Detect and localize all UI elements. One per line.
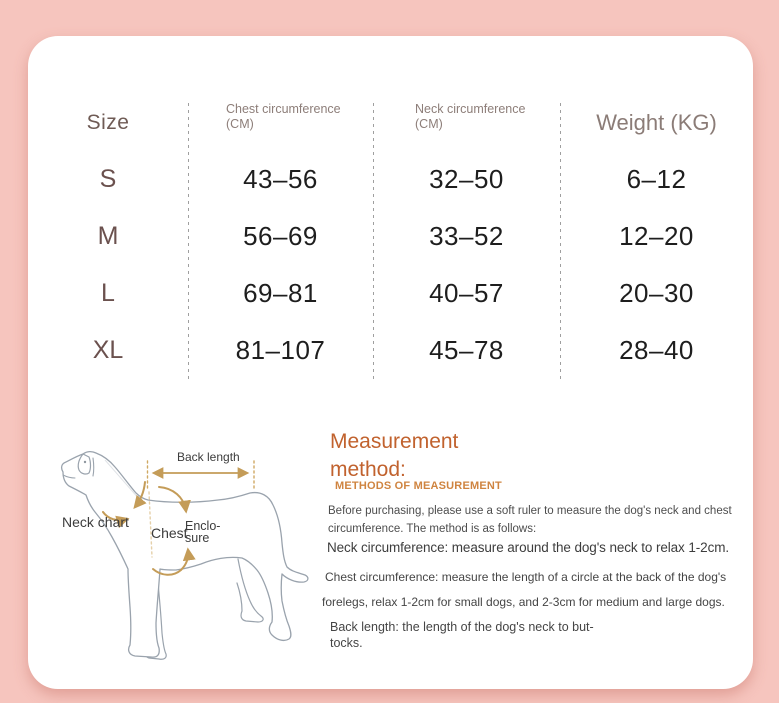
chest-value-s: 43–56 [243, 164, 318, 194]
neck-header-line2: (CM) [415, 116, 443, 131]
size-label-m: M [97, 222, 119, 250]
chest-value-l: 69–81 [243, 278, 318, 308]
column-header-size: Size [86, 111, 130, 134]
measurement-intro-line2: circumference. The method is as follows: [328, 523, 537, 536]
column-header-chest [188, 95, 373, 151]
size-guide-card [28, 36, 753, 689]
measurement-intro-text [328, 502, 748, 539]
neck-value-l: 40–57 [429, 278, 504, 308]
back-length-instruction-line2: tocks. [330, 636, 363, 651]
column-header-neck [373, 95, 560, 151]
neck-circumference-instruction: Neck circumference: measure around the dog's neck to relax 1-2cm. [327, 540, 730, 555]
neck-header-line1: Neck circumference [415, 102, 526, 116]
chest-header-line1: Chest circumference [226, 102, 341, 116]
neck-value-xl: 45–78 [429, 335, 504, 365]
chest-header-line2: (CM) [226, 116, 254, 131]
dog-measurement-diagram-icon [50, 445, 315, 675]
table-divider [373, 103, 374, 382]
column-header-weight: Weight (KG) [596, 110, 717, 135]
size-table [28, 95, 753, 379]
measurement-title-line1: Measurement [330, 430, 459, 453]
measurement-title-line2: method: [330, 457, 406, 481]
back-length-instruction [330, 619, 630, 652]
size-label-s: S [99, 165, 117, 193]
enclosure-label-line1: Enclo- [185, 519, 221, 533]
size-label-l: L [101, 279, 115, 307]
table-divider [188, 103, 189, 382]
enclosure-label [185, 521, 220, 544]
weight-value-xl: 28–40 [619, 335, 694, 365]
measurement-method-subtitle: METHODS OF MEASUREMENT [335, 480, 502, 492]
chest-label: Chest [151, 525, 188, 541]
chest-circumference-instruction-line1: Chest circumference: measure the length of a circle at the back of the dog's [325, 570, 727, 584]
neck-value-s: 32–50 [429, 164, 504, 194]
back-length-instruction-line1: Back length: the length of the dog's neck to but- [330, 620, 594, 634]
weight-value-s: 6–12 [626, 164, 687, 194]
chest-value-m: 56–69 [243, 221, 318, 251]
size-label-xl: XL [92, 336, 124, 364]
dog-outline [62, 452, 308, 658]
back-length-label: Back length [177, 450, 240, 464]
neck-value-m: 33–52 [429, 221, 504, 251]
weight-value-m: 12–20 [619, 221, 694, 251]
neck-chart-label: Neck chart [62, 514, 129, 530]
measurement-intro-line1: Before purchasing, please use a soft ruler to measure the dog's neck and chest [328, 505, 732, 517]
weight-value-l: 20–30 [619, 278, 694, 308]
chest-value-xl: 81–107 [235, 335, 326, 365]
measurement-method-title [330, 428, 458, 484]
enclosure-label-line2: sure [185, 530, 210, 545]
chest-circumference-instruction-line2: forelegs, relax 1-2cm for small dogs, and 2-3cm for medium and large dogs. [322, 595, 725, 609]
table-divider [560, 103, 561, 382]
